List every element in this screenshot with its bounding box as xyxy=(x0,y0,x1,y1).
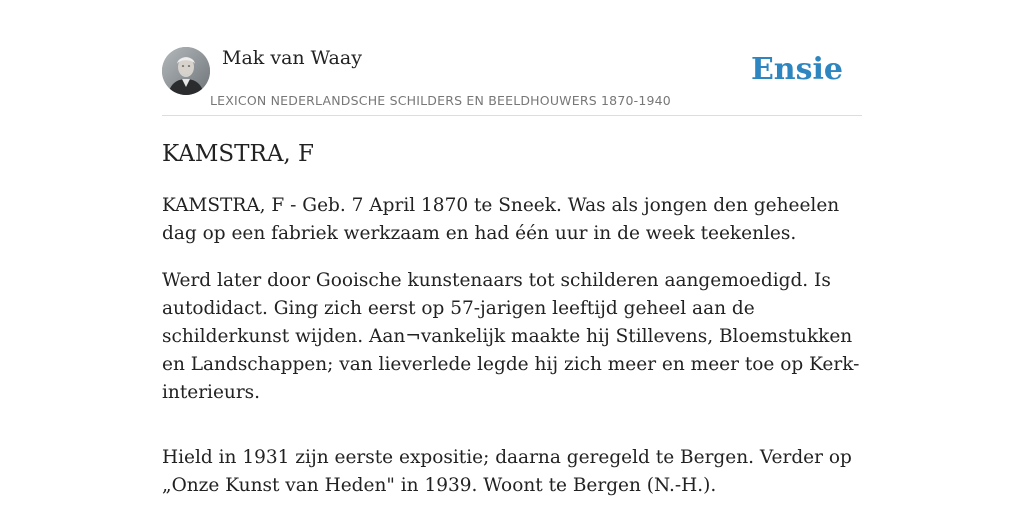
author-name[interactable]: Mak van Waay xyxy=(222,47,362,69)
page-title: KAMSTRA, F xyxy=(162,141,315,167)
portrait-image xyxy=(162,47,210,95)
author-avatar[interactable] xyxy=(162,47,210,95)
source-title[interactable]: LEXICON NEDERLANDSCHE SCHILDERS EN BEELDHOUWERS 1870-1940 xyxy=(210,93,671,108)
article-paragraph: Werd later door Gooische kunstenaars tot schilderen aangemoedigd. Is autodidact. Ging zich eerst op 57-jarigen leeftijd geheel aan de schilderkunst wijden. Aan¬vankelijk maakte hij Stillevens, Bloemstukken en Landschappen; van lieverlede legde hij zich meer en meer toe op Kerk-interieurs. xyxy=(162,270,860,403)
article-paragraph: KAMSTRA, F - Geb. 7 April 1870 te Sneek. Was als jongen den geheelen dag op een fabriek werkzaam en had één uur in de week teekenles. xyxy=(162,195,840,244)
article-body xyxy=(162,192,862,512)
header-divider xyxy=(162,115,862,116)
article-paragraph: Hield in 1931 zijn eerste expositie; daarna geregeld te Bergen. Verder op „Onze Kunst van Heden" in 1939. Woont te Bergen (N.-H.). xyxy=(162,447,852,496)
ensie-logo[interactable]: Ensie xyxy=(750,52,843,87)
